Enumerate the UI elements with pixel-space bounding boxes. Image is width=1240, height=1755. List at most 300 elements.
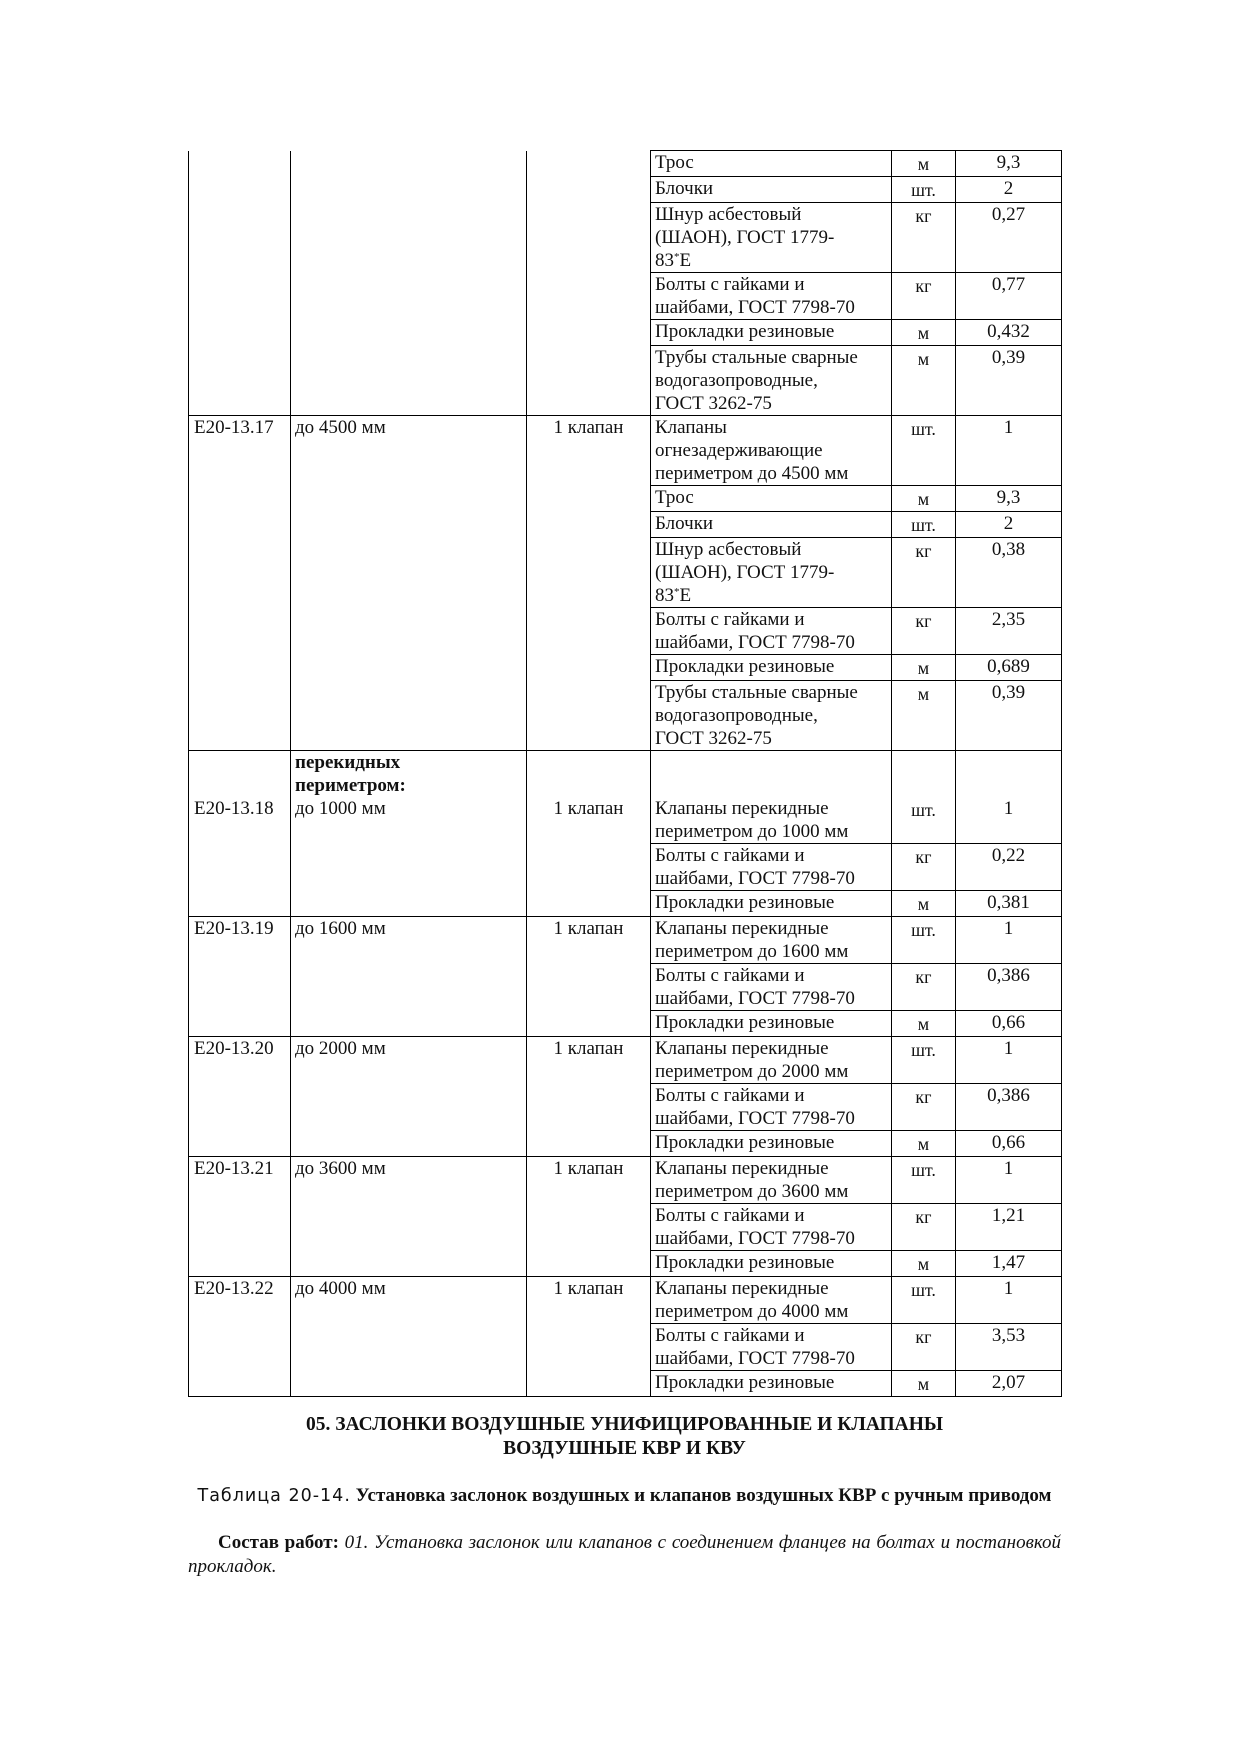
material-line: Болты с гайками и xyxy=(655,274,805,295)
unit-cell xyxy=(892,655,956,681)
quantity-cell xyxy=(956,1011,1062,1037)
table-title: Установка заслонок воздушных и клапанов воздушных КВР с ручным приводом xyxy=(355,1485,1052,1506)
material-line: Клапаны перекидные xyxy=(655,798,829,819)
meter-cell xyxy=(527,1011,651,1037)
meter-cell xyxy=(527,1157,651,1204)
table-row xyxy=(189,538,1062,608)
unit-cell xyxy=(892,1037,956,1084)
meter-cell xyxy=(527,177,651,203)
work-name-cell xyxy=(291,416,527,486)
material-line: периметром до 1000 мм xyxy=(655,821,849,842)
material-name xyxy=(655,844,887,890)
table-row xyxy=(189,346,1062,416)
table-row xyxy=(189,1324,1062,1371)
material-name xyxy=(655,1324,887,1370)
section-heading xyxy=(188,1413,1061,1461)
material-line: шайбами, ГОСТ 7798-70 xyxy=(655,1108,855,1129)
unit-cell xyxy=(892,151,956,177)
unit-cell xyxy=(892,1324,956,1371)
unit-cell xyxy=(892,320,956,346)
quantity-cell xyxy=(956,751,1062,844)
quantity-value: 2 xyxy=(1003,513,1014,534)
quantity-cell xyxy=(956,844,1062,891)
work-name-cell xyxy=(291,655,527,681)
quantity-value: 0,77 xyxy=(991,274,1026,295)
meter-cell xyxy=(527,1371,651,1397)
material-cell xyxy=(651,1037,892,1084)
meter-cell xyxy=(527,608,651,655)
unit-cell xyxy=(892,844,956,891)
meter-cell xyxy=(527,203,651,273)
norm-code-cell xyxy=(189,964,291,1011)
quantity-value: 1 xyxy=(1003,798,1014,819)
quantity-cell xyxy=(956,273,1062,320)
norm-code: Е20-13.22 xyxy=(194,1278,274,1299)
work-name-cell xyxy=(291,1204,527,1251)
material-cell xyxy=(651,177,892,203)
unit-value: м xyxy=(917,684,930,704)
material-cell xyxy=(651,320,892,346)
material-line: шайбами, ГОСТ 7798-70 xyxy=(655,632,855,653)
quantity-value: 1 xyxy=(1003,1278,1014,1299)
spacer xyxy=(531,751,646,797)
norm-code-cell xyxy=(189,1037,291,1084)
material-name xyxy=(655,917,887,963)
material-cell xyxy=(651,1277,892,1324)
quantity-cell xyxy=(956,681,1062,751)
quantity-value: 2 xyxy=(1003,178,1014,199)
material-line: Клапаны xyxy=(655,417,727,438)
meter-cell xyxy=(527,1324,651,1371)
work-name-cell xyxy=(291,1131,527,1157)
meter-cell xyxy=(527,1131,651,1157)
meter-cell xyxy=(527,1084,651,1131)
norm-code-cell xyxy=(189,177,291,203)
unit-value: кг xyxy=(915,611,932,631)
work-composition-label: Состав работ: xyxy=(218,1532,339,1553)
material-name xyxy=(655,273,887,319)
unit-value: кг xyxy=(915,1207,932,1227)
material-name xyxy=(655,608,887,654)
table-row xyxy=(189,1011,1062,1037)
table-row xyxy=(189,1131,1062,1157)
unit-cell xyxy=(892,346,956,416)
spacer xyxy=(960,751,1057,797)
unit-value: шт. xyxy=(911,800,936,820)
norm-code-cell xyxy=(189,1084,291,1131)
table-row xyxy=(189,1371,1062,1397)
material-line: Трубы стальные сварные xyxy=(655,347,858,368)
quantity-cell xyxy=(956,512,1062,538)
material-name xyxy=(655,1037,887,1083)
quantity-value: 0,22 xyxy=(991,845,1026,866)
norm-code-cell xyxy=(189,891,291,917)
work-composition-text: 01. Установка заслонок или клапанов с соединением фланцев на болтах и постановкой прокладок. xyxy=(188,1532,1061,1577)
unit-value: м xyxy=(917,323,930,343)
quantity-cell xyxy=(956,917,1062,964)
material-line: шайбами, ГОСТ 7798-70 xyxy=(655,868,855,889)
work-name-cell xyxy=(291,891,527,917)
quantity-value: 0,381 xyxy=(987,892,1030,913)
material-line: Болты с гайками и xyxy=(655,1205,805,1226)
unit-value: м xyxy=(917,1134,930,1154)
work-name-cell xyxy=(291,486,527,512)
norm-code-cell xyxy=(189,1011,291,1037)
section-heading-line-1: 05. ЗАСЛОНКИ ВОЗДУШНЫЕ УНИФИЦИРОВАННЫЕ И КЛАПАНЫ xyxy=(305,1414,944,1435)
material-cell xyxy=(651,203,892,273)
material-line: Клапаны перекидные xyxy=(655,1278,829,1299)
table-row xyxy=(189,1084,1062,1131)
quantity-cell xyxy=(956,1157,1062,1204)
material-line: ГОСТ 3262-75 xyxy=(655,393,772,414)
meter-value: 1 клапан xyxy=(553,798,624,819)
material-name xyxy=(655,797,887,843)
material-name xyxy=(655,1204,887,1250)
unit-value: м xyxy=(917,154,930,174)
norm-code-cell xyxy=(189,1157,291,1204)
material-name xyxy=(655,1084,887,1130)
material-cell xyxy=(651,273,892,320)
quantity-cell xyxy=(956,320,1062,346)
meter-cell xyxy=(527,273,651,320)
meter-cell xyxy=(527,151,651,177)
group-header-line: перекидных xyxy=(295,752,401,773)
unit-value: м xyxy=(917,894,930,914)
table-row xyxy=(189,608,1062,655)
quantity-cell xyxy=(956,177,1062,203)
unit-value: м xyxy=(917,1014,930,1034)
unit-cell xyxy=(892,177,956,203)
material-name xyxy=(655,1157,887,1203)
material-cell xyxy=(651,1371,892,1397)
unit-cell xyxy=(892,538,956,608)
quantity-value: 0,38 xyxy=(991,539,1026,560)
unit-cell xyxy=(892,1157,956,1204)
quantity-cell xyxy=(956,203,1062,273)
quantity-cell xyxy=(956,1324,1062,1371)
quantity-value: 9,3 xyxy=(996,152,1021,173)
quantity-cell xyxy=(956,1131,1062,1157)
quantity-value: 0,66 xyxy=(991,1012,1026,1033)
material-name: Трос xyxy=(655,152,694,173)
material-cell xyxy=(651,512,892,538)
work-composition xyxy=(188,1531,1061,1579)
norm-code-cell xyxy=(189,151,291,177)
unit-cell xyxy=(892,1371,956,1397)
norm-code-cell xyxy=(189,1324,291,1371)
material-cell xyxy=(651,1157,892,1204)
meter-value: 1 клапан xyxy=(553,918,624,939)
quantity-value: 0,689 xyxy=(987,656,1030,677)
quantity-value: 0,27 xyxy=(991,204,1026,225)
material-line: огнезадерживающие xyxy=(655,440,823,461)
norm-code-cell xyxy=(189,1131,291,1157)
quantity-value: 2,07 xyxy=(991,1372,1026,1393)
quantity-value: 0,386 xyxy=(987,965,1030,986)
spacer xyxy=(194,751,286,797)
table-caption xyxy=(188,1484,1061,1508)
norm-code: Е20-13.18 xyxy=(194,798,274,819)
work-name-cell xyxy=(291,177,527,203)
norm-code-cell xyxy=(189,917,291,964)
material-line: Болты с гайками и xyxy=(655,965,805,986)
norm-code: Е20-13.21 xyxy=(194,1158,274,1179)
norm-code-cell xyxy=(189,273,291,320)
norm-code-cell xyxy=(189,751,291,844)
material-name xyxy=(655,681,887,750)
unit-cell xyxy=(892,416,956,486)
material-line: периметром до 2000 мм xyxy=(655,1061,849,1082)
table-row xyxy=(189,917,1062,964)
meter-cell xyxy=(527,655,651,681)
quantity-value: 0,386 xyxy=(987,1085,1030,1106)
meter-cell xyxy=(527,891,651,917)
meter-cell xyxy=(527,320,651,346)
quantity-cell xyxy=(956,1084,1062,1131)
meter-value: 1 клапан xyxy=(553,1278,624,1299)
quantity-value: 0,39 xyxy=(991,347,1026,368)
material-line: шайбами, ГОСТ 7798-70 xyxy=(655,1228,855,1249)
material-cell xyxy=(651,608,892,655)
unit-value: шт. xyxy=(911,180,936,200)
unit-cell xyxy=(892,751,956,844)
unit-value: кг xyxy=(915,847,932,867)
table-row xyxy=(189,203,1062,273)
material-line: Клапаны перекидные xyxy=(655,1158,829,1179)
meter-cell xyxy=(527,1204,651,1251)
material-cell xyxy=(651,1131,892,1157)
material-name xyxy=(655,538,887,607)
quantity-cell xyxy=(956,151,1062,177)
material-name: Прокладки резиновые xyxy=(655,1012,835,1033)
norm-code-cell xyxy=(189,538,291,608)
material-name: Прокладки резиновые xyxy=(655,1132,835,1153)
quantity-value: 0,66 xyxy=(991,1132,1026,1153)
unit-value: кг xyxy=(915,1087,932,1107)
norm-code-cell xyxy=(189,655,291,681)
unit-value: кг xyxy=(915,541,932,561)
quantity-value: 0,432 xyxy=(987,321,1030,342)
work-name-cell xyxy=(291,1371,527,1397)
material-line: водогазопроводные, xyxy=(655,705,818,726)
work-name: до 1600 мм xyxy=(295,918,386,939)
material-cell xyxy=(651,681,892,751)
material-name: Блочки xyxy=(655,178,714,199)
work-name-cell xyxy=(291,346,527,416)
quantity-value: 1,47 xyxy=(991,1252,1026,1273)
unit-value: кг xyxy=(915,967,932,987)
unit-cell xyxy=(892,512,956,538)
quantity-cell xyxy=(956,891,1062,917)
unit-cell xyxy=(892,964,956,1011)
material-cell xyxy=(651,538,892,608)
table-row xyxy=(189,177,1062,203)
meter-cell xyxy=(527,486,651,512)
quantity-cell xyxy=(956,538,1062,608)
quantity-value: 3,53 xyxy=(991,1325,1026,1346)
material-line: ГОСТ 3262-75 xyxy=(655,728,772,749)
unit-cell xyxy=(892,1011,956,1037)
meter-cell xyxy=(527,844,651,891)
work-name: до 4000 мм xyxy=(295,1278,386,1299)
material-name xyxy=(655,416,887,485)
quantity-value: 0,39 xyxy=(991,682,1026,703)
unit-cell xyxy=(892,273,956,320)
quantity-cell xyxy=(956,1204,1062,1251)
unit-cell xyxy=(892,1277,956,1324)
norm-code: Е20-13.19 xyxy=(194,918,274,939)
table-row xyxy=(189,1204,1062,1251)
unit-cell xyxy=(892,1084,956,1131)
table-row xyxy=(189,1157,1062,1204)
group-header-line: периметром: xyxy=(295,775,406,796)
unit-value: м xyxy=(917,349,930,369)
material-cell xyxy=(651,751,892,844)
material-line: Болты с гайками и xyxy=(655,845,805,866)
material-line: Клапаны перекидные xyxy=(655,1038,829,1059)
material-name: Прокладки резиновые xyxy=(655,656,835,677)
meter-cell xyxy=(527,964,651,1011)
table-row xyxy=(189,655,1062,681)
material-name xyxy=(655,346,887,415)
material-line: шайбами, ГОСТ 7798-70 xyxy=(655,1348,855,1369)
meter-cell xyxy=(527,346,651,416)
unit-cell xyxy=(892,1131,956,1157)
norm-code-cell xyxy=(189,1277,291,1324)
norm-code-cell xyxy=(189,681,291,751)
norm-code-cell xyxy=(189,416,291,486)
table-row xyxy=(189,891,1062,917)
material-cell xyxy=(651,1324,892,1371)
material-line: периметром до 4000 мм xyxy=(655,1301,849,1322)
unit-value: шт. xyxy=(911,1160,936,1180)
meter-value: 1 клапан xyxy=(553,417,624,438)
work-name-cell xyxy=(291,917,527,964)
work-name-cell xyxy=(291,964,527,1011)
work-name-cell xyxy=(291,1157,527,1204)
material-line: Трубы стальные сварные xyxy=(655,682,858,703)
material-name xyxy=(655,203,887,272)
unit-cell xyxy=(892,1251,956,1277)
quantity-value: 1 xyxy=(1003,1158,1014,1179)
unit-value: кг xyxy=(915,1327,932,1347)
norm-code-cell xyxy=(189,1371,291,1397)
table-row xyxy=(189,273,1062,320)
material-cell xyxy=(651,151,892,177)
material-cell xyxy=(651,486,892,512)
resource-norms-table xyxy=(188,150,1062,1397)
norm-code: Е20-13.20 xyxy=(194,1038,274,1059)
spacer xyxy=(655,751,887,797)
table-row xyxy=(189,320,1062,346)
meter-cell xyxy=(527,681,651,751)
spacer xyxy=(896,753,951,799)
norm-code-cell xyxy=(189,844,291,891)
norm-code-cell xyxy=(189,512,291,538)
unit-cell xyxy=(892,1204,956,1251)
unit-cell xyxy=(892,608,956,655)
meter-cell xyxy=(527,1037,651,1084)
material-line: Болты с гайками и xyxy=(655,1325,805,1346)
table-row xyxy=(189,151,1062,177)
quantity-cell xyxy=(956,1371,1062,1397)
quantity-value: 1,21 xyxy=(991,1205,1026,1226)
table-row xyxy=(189,1037,1062,1084)
quantity-value: 1 xyxy=(1003,1038,1014,1059)
material-line: (ШАОН), ГОСТ 1779- xyxy=(655,227,835,248)
norm-code-cell xyxy=(189,608,291,655)
material-name: Прокладки резиновые xyxy=(655,1252,835,1273)
work-name-cell xyxy=(291,273,527,320)
quantity-cell xyxy=(956,1277,1062,1324)
work-name-cell xyxy=(291,512,527,538)
unit-value: шт. xyxy=(911,515,936,535)
unit-value: м xyxy=(917,1254,930,1274)
work-name-cell xyxy=(291,751,527,844)
unit-cell xyxy=(892,681,956,751)
meter-cell xyxy=(527,1277,651,1324)
meter-value: 1 клапан xyxy=(553,1038,624,1059)
material-name xyxy=(655,1277,887,1323)
material-cell xyxy=(651,1204,892,1251)
work-name-cell xyxy=(291,1037,527,1084)
work-name: до 3600 мм xyxy=(295,1158,386,1179)
work-name-cell xyxy=(291,203,527,273)
meter-cell xyxy=(527,751,651,844)
material-name: Блочки xyxy=(655,513,714,534)
quantity-value: 2,35 xyxy=(991,609,1026,630)
unit-cell xyxy=(892,891,956,917)
material-cell xyxy=(651,917,892,964)
work-name-cell xyxy=(291,1251,527,1277)
work-name-cell xyxy=(291,1324,527,1371)
quantity-cell xyxy=(956,1037,1062,1084)
norm-code-cell xyxy=(189,1204,291,1251)
material-line: периметром до 1600 мм xyxy=(655,941,849,962)
material-name xyxy=(655,964,887,1010)
work-name: до 2000 мм xyxy=(295,1038,386,1059)
meter-value: 1 клапан xyxy=(553,1158,624,1179)
work-name-cell xyxy=(291,1011,527,1037)
unit-cell xyxy=(892,486,956,512)
superscript-mark: * xyxy=(674,586,680,598)
material-line: шайбами, ГОСТ 7798-70 xyxy=(655,297,855,318)
material-line: периметром до 4500 мм xyxy=(655,463,849,484)
unit-value: шт. xyxy=(911,1280,936,1300)
material-line: Шнур асбестовый xyxy=(655,204,802,225)
quantity-cell xyxy=(956,608,1062,655)
material-name: Трос xyxy=(655,487,694,508)
work-name-cell xyxy=(291,608,527,655)
work-name-cell xyxy=(291,151,527,177)
material-line: водогазопроводные, xyxy=(655,370,818,391)
work-name-cell xyxy=(291,681,527,751)
section-heading-line-2: ВОЗДУШНЫЕ КВР И КВУ xyxy=(503,1438,746,1459)
work-name-cell xyxy=(291,844,527,891)
unit-value: шт. xyxy=(911,1040,936,1060)
material-name: Прокладки резиновые xyxy=(655,1372,835,1393)
norm-code-cell xyxy=(189,320,291,346)
superscript-mark: * xyxy=(674,251,680,263)
unit-cell xyxy=(892,203,956,273)
unit-value: м xyxy=(917,489,930,509)
material-line: периметром до 3600 мм xyxy=(655,1181,849,1202)
table-row xyxy=(189,1251,1062,1277)
norm-code-cell xyxy=(189,1251,291,1277)
material-line: 83*Е xyxy=(655,585,692,606)
material-cell xyxy=(651,1251,892,1277)
material-line: (ШАОН), ГОСТ 1779- xyxy=(655,562,835,583)
